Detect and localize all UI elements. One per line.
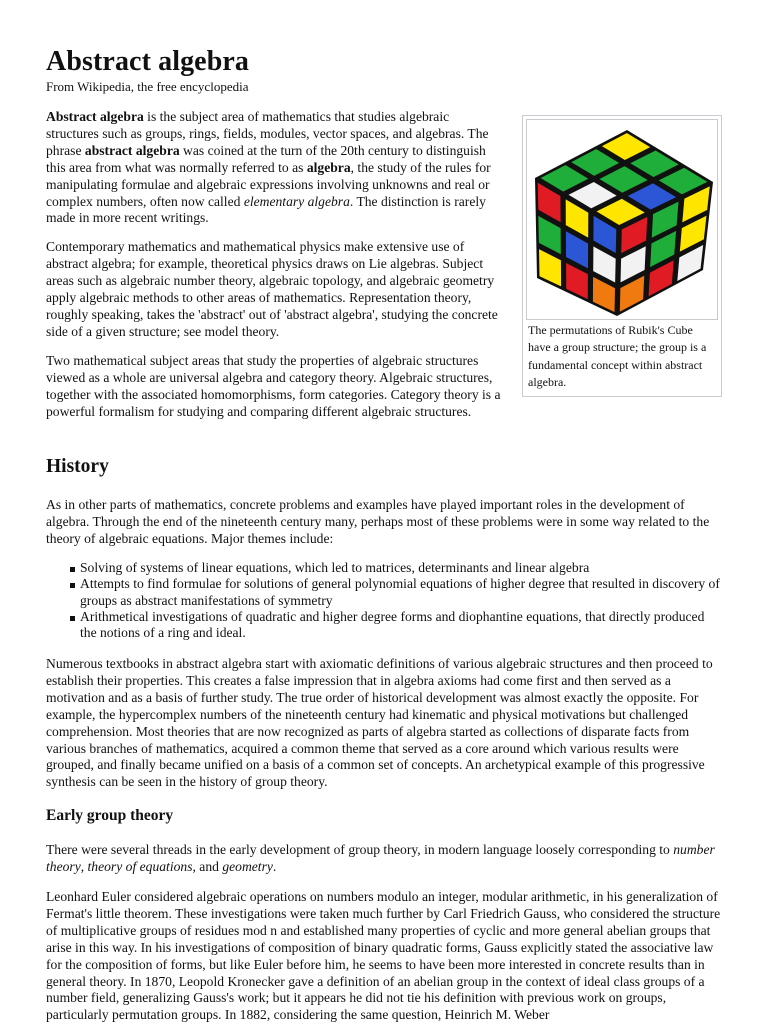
- text-run: , and: [192, 858, 223, 874]
- list-item: Attempts to find formulae for solutions of general polynomial equations of higher degree that resulted in discovery of groups as abstract manifestations of symmetry: [46, 576, 722, 609]
- text-run: .: [272, 858, 277, 874]
- text-run: ,: [80, 858, 88, 874]
- intro-section: [46, 109, 502, 432]
- intro-paragraph-1: [46, 109, 502, 227]
- intro-paragraph-2: Contemporary mathematics and mathematical physics make extensive use of abstract algebra; for example, theoretical physics draws on Lie algebras. Subject areas such as algebraic number theory, algebraic topology, and algebraic geometry apply algebraic methods to other areas of mathematics. Representation theory, roughly speaking, takes the 'abstract' out of 'abstract algebra', studying the concrete side of a given structure; see model theory.: [46, 239, 498, 339]
- page-subtitle: From Wikipedia, the free encyclopedia: [46, 79, 249, 94]
- text-run: is the subject area of mathematics that studies algebraic structures such as groups, rings, fields, modules, vector spaces, and algebras. The phrase: [46, 109, 489, 158]
- text-run: . The distinction is rarely made in more recent writings.: [46, 193, 486, 226]
- rubiks-cube-illustration: [527, 120, 717, 319]
- history-intro: As in other parts of mathematics, concrete problems and examples have played important roles in the development of algebra. Through the end of the nineteenth century many, perhaps most of these problems were in some way related to the theory of algebraic equations. Major themes include:: [46, 497, 710, 546]
- themes-list: [46, 560, 722, 641]
- list-item: Arithmetical investigations of quadratic and higher degree forms and diophantine equations, that directly produced the notions of a ring and ideal.: [46, 609, 722, 642]
- italic-term: elementary algebra: [243, 193, 350, 209]
- early-paragraph-1: [46, 842, 722, 876]
- page-title: Abstract algebra: [46, 46, 250, 77]
- text-run: was coined at the turn of the 20th century to distinguish this area from what was normally referred to as: [46, 142, 486, 175]
- bold-term: algebra: [306, 159, 351, 175]
- text-run: There were several threads in the early development of group theory, in modern language loosely corresponding to: [46, 842, 674, 857]
- early-group-theory-heading: Early group theory: [46, 807, 174, 824]
- history-paragraph-2: Numerous textbooks in abstract algebra start with axiomatic definitions of various algebraic structures and then proceed to establish their properties. This creates a false impression that in algebra axioms had come first and then served as a motivation and as a basis of further study. The true order of historical development was almost exactly the opposite. For example, the hypercomplex numbers of the nineteenth century had kinematic and physical motivations but challenged comprehension. Most theories that are now recognized as parts of algebra started as collections of disparate facts from various branches of mathematics, acquired a common theme that served as a core around which various results were grouped, and finally became unified on a basis of a common set of concepts. An archetypical example of this progressive synthesis can be seen in the history of group theory.: [46, 656, 713, 790]
- image-infobox: [522, 115, 722, 397]
- list-item: Solving of systems of linear equations, which led to matrices, determinants and linear algebra: [46, 560, 722, 576]
- bold-term: abstract algebra: [84, 142, 180, 158]
- early-paragraph-2: Leonhard Euler considered algebraic operations on numbers modulo an integer, modular arithmetic, in his generalization of Fermat's little theorem. These investigations were taken much further by Carl Friedrich Gauss, who considered the structure of multiplicative groups of residues mod n and established many properties of cyclic and more general abelian groups that arise in this way. In his investigations of composition of binary quadratic forms, Gauss explicitly stated the associative law for the composition of forms, but like Euler before him, he seems to have been more interested in concrete results than in general theory. In 1870, Leopold Kronecker gave a definition of an abelian group in the context of ideal class groups of a number field, generalizing Gauss's work; but it appears he did not tie his definition with previous work on groups, particularly permutation groups. In 1882, considering the same question, Heinrich M. Weber: [46, 889, 721, 1023]
- rubiks-cube-image[interactable]: [526, 119, 718, 320]
- italic-term: theory of equations: [87, 858, 193, 874]
- intro-paragraph-3: Two mathematical subject areas that study the properties of algebraic structures viewed as a whole are universal algebra and category theory. Algebraic structures, together with the associated homomorphisms, form categories. Category theory is a powerful formalism for studying and comparing different algebraic structures.: [46, 352, 501, 419]
- italic-term: geometry: [222, 858, 273, 874]
- italic-term: number theory: [46, 842, 715, 874]
- history-heading: History: [46, 456, 109, 477]
- text-run: , the study of the rules for manipulating formulae and algebraic expressions involving unknowns and real or complex numbers, often now called: [46, 159, 491, 209]
- image-caption: The permutations of Rubik's Cube have a group structure; the group is a fundamental concept within abstract algebra.: [528, 323, 707, 389]
- bold-term: Abstract algebra: [46, 109, 144, 124]
- cube-faces: [535, 130, 713, 316]
